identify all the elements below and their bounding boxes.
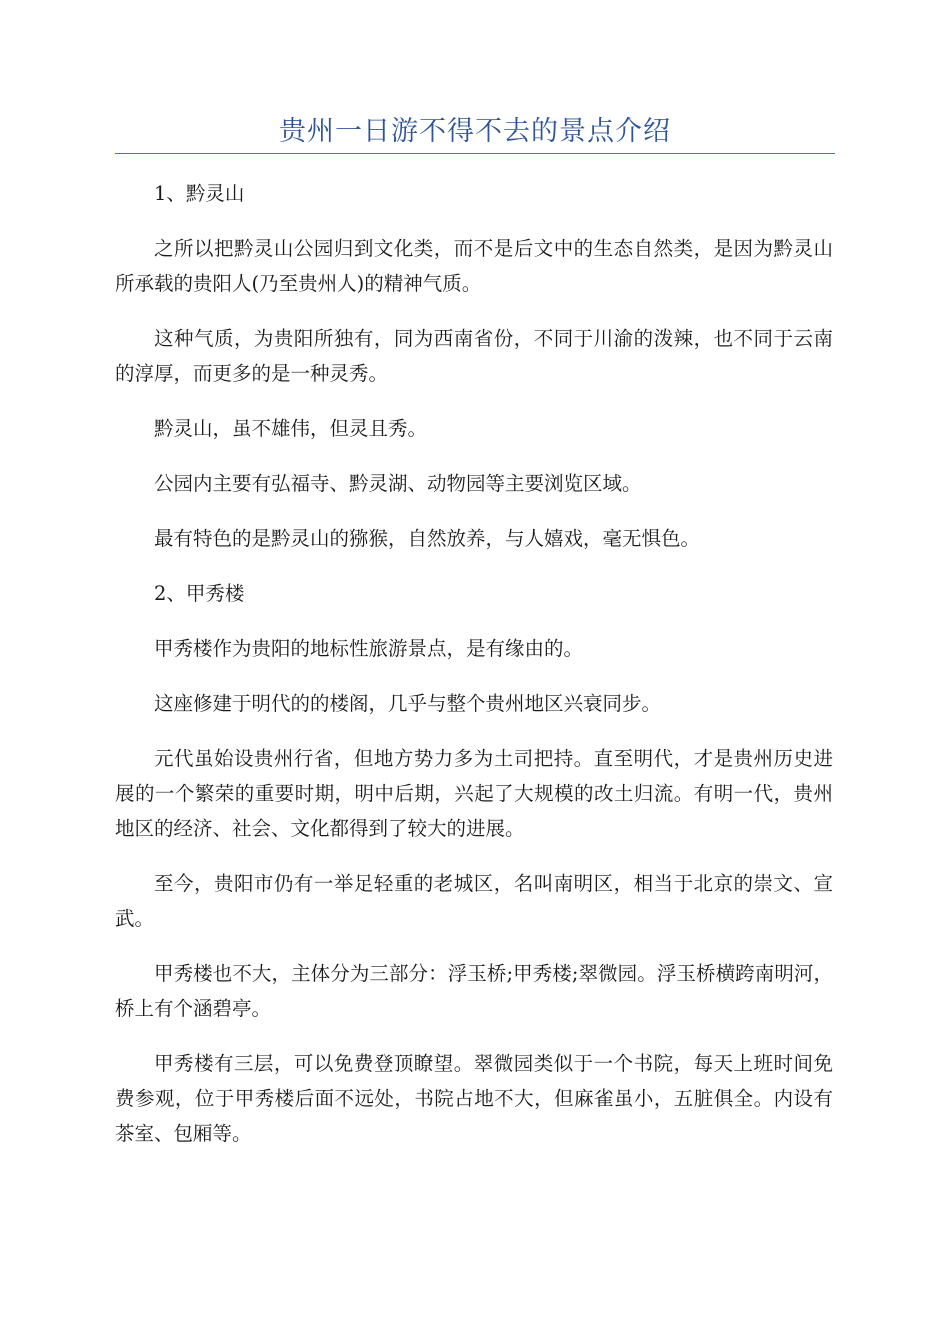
paragraph: 这种气质，为贵阳所独有，同为西南省份，不同于川渝的泼辣，也不同于云南的淳厚，而更多的是一种灵秀。 <box>115 327 833 385</box>
paragraph: 黔灵山，虽不雄伟，但灵且秀。 <box>154 417 428 440</box>
title-underline <box>115 153 835 154</box>
paragraph: 至今，贵阳市仍有一举足轻重的老城区，名叫南明区，相当于北京的崇文、宣武。 <box>115 872 833 930</box>
paragraph: 之所以把黔灵山公园归到文化类，而不是后文中的生态自然类，是因为黔灵山所承载的贵阳人(乃至贵州人)的精神气质。 <box>115 237 833 295</box>
paragraph: 甲秀楼有三层，可以免费登顶瞭望。翠微园类似于一个书院，每天上班时间免费参观，位于甲秀楼后面不远处，书院占地不大，但麻雀虽小，五脏俱全。内设有茶室、包厢等。 <box>115 1052 833 1145</box>
section-heading-qianling-mountain: 1、黔灵山 <box>154 182 245 205</box>
section-heading-jiaxiu-tower: 2、甲秀楼 <box>154 582 245 605</box>
paragraph: 甲秀楼也不大，主体分为三部分：浮玉桥;甲秀楼;翠微园。浮玉桥横跨南明河，桥上有个涵碧亭。 <box>115 962 833 1020</box>
paragraph: 这座修建于明代的的楼阁，几乎与整个贵州地区兴衰同步。 <box>154 692 662 715</box>
paragraph: 最有特色的是黔灵山的猕猴，自然放养，与人嬉戏，毫无惧色。 <box>154 527 701 550</box>
paragraph: 甲秀楼作为贵阳的地标性旅游景点，是有缘由的。 <box>154 637 584 660</box>
paragraph: 元代虽始设贵州行省，但地方势力多为土司把持。直至明代，才是贵州历史进展的一个繁荣的重要时期，明中后期，兴起了大规模的改土归流。有明一代，贵州地区的经济、社会、文化都得到了较大的进展。 <box>115 747 833 840</box>
document-title: 贵州一日游不得不去的景点介绍 <box>279 116 671 147</box>
paragraph: 公园内主要有弘福寺、黔灵湖、动物园等主要浏览区域。 <box>154 472 642 495</box>
document-body <box>115 176 833 1171</box>
